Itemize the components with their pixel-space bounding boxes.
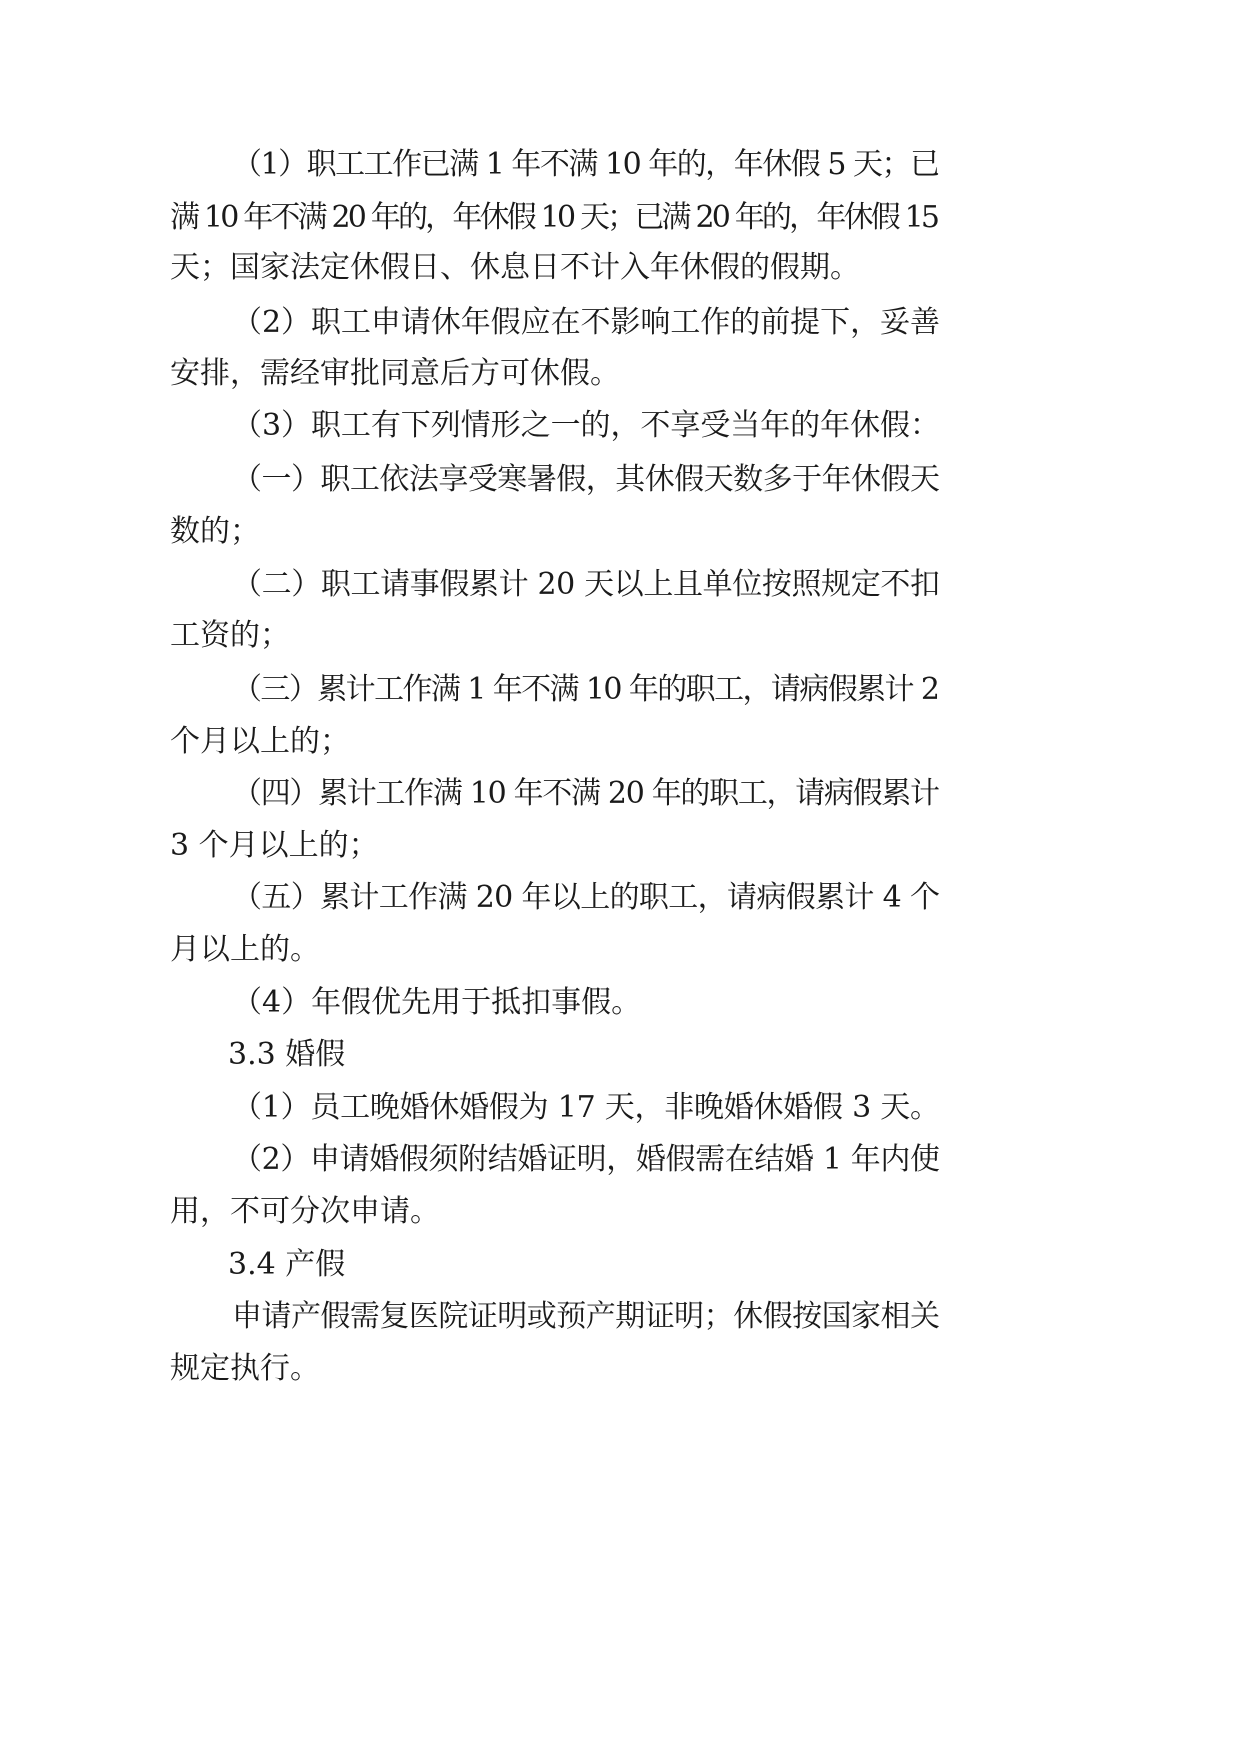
text-line: 用，不可分次申请。	[170, 1194, 440, 1229]
text-line: （四）累计工作满 10 年不满 20 年的职工，请病假累计	[232, 776, 939, 811]
text-line: 数的；	[170, 514, 260, 549]
text-line: 工资的；	[170, 618, 290, 653]
text-line: （二）职工请事假累计 20 天以上且单位按照规定不扣	[232, 567, 940, 602]
text-line: （2）职工申请休年假应在不影响工作的前提下，妥善	[232, 305, 940, 340]
text-line: （3）职工有下列情形之一的，不享受当年的年休假：	[232, 408, 940, 443]
text-line: 安排，需经审批同意后方可休假。	[170, 356, 620, 391]
text-line: 个月以上的；	[170, 724, 350, 759]
text-line: 月以上的。	[170, 932, 320, 967]
text-line: （4）年假优先用于抵扣事假。	[232, 985, 642, 1020]
text-line: 规定执行。	[170, 1351, 320, 1386]
text-line: （一）职工依法享受寒暑假，其休假天数多于年休假天	[232, 462, 940, 497]
text-line: （1）职工工作已满 1 年不满 10 年的，年休假 5 天；已	[232, 147, 939, 182]
text-line: 3.4 产假	[228, 1247, 346, 1282]
text-line: （2）申请婚假须附结婚证明，婚假需在结婚 1 年内使	[232, 1142, 940, 1177]
text-line: 3 个月以上的；	[170, 828, 379, 863]
text-line: 满 10 年不满 20 年的，年休假 10 天；已满 20 年的，年休假 15	[170, 200, 938, 235]
text-line: （五）累计工作满 20 年以上的职工，请病假累计 4 个	[232, 880, 940, 915]
text-line: （1）员工晚婚休婚假为 17 天，非晚婚休婚假 3 天。	[232, 1090, 940, 1125]
text-line: 3.3 婚假	[228, 1037, 346, 1072]
text-line: 申请产假需复医院证明或预产期证明；休假按国家相关	[232, 1299, 940, 1334]
text-line: 天；国家法定休假日、休息日不计入年休假的假期。	[170, 250, 860, 285]
text-line: （三）累计工作满 1 年不满 10 年的职工，请病假累计 2	[232, 672, 939, 707]
